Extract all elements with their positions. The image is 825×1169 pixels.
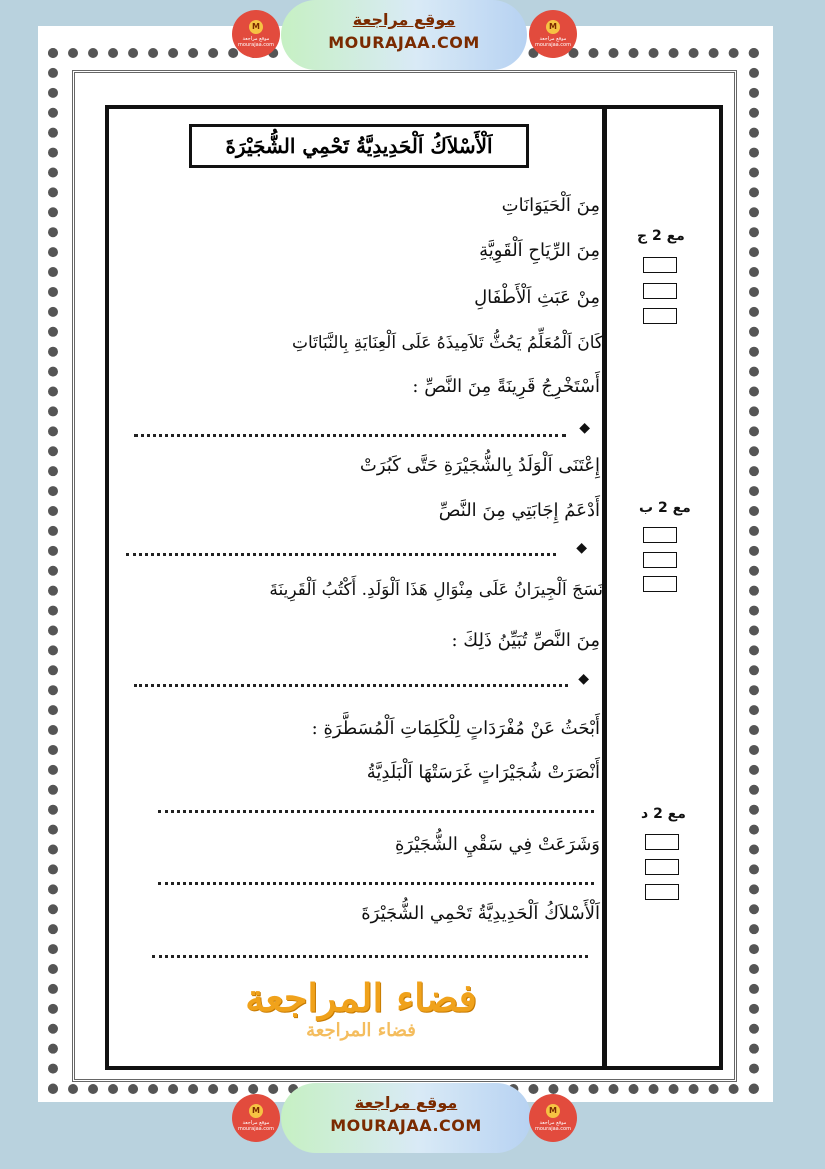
text-line: مِنَ اَلْحَيَوَانَاتِ (501, 195, 600, 216)
logo-coin-icon: M (249, 1104, 263, 1118)
banner-latin-text: MOURAJAA.COM (328, 33, 480, 52)
site-logo-left[interactable]: M موقع مراجعة mourajaa.com (232, 1094, 280, 1142)
brand-sub-text: فضاء المراجعة (306, 1020, 416, 1041)
bullet-icon: ◆ (578, 671, 589, 687)
answer-dotted-line[interactable] (134, 434, 566, 437)
answer-dotted-line[interactable] (158, 882, 594, 885)
score-box[interactable] (643, 527, 677, 543)
question-line: أَسْتَخْرِجُ قَرِينَةً مِنَ النَّصِّ : (412, 376, 600, 397)
text-line: اَلْأَسْلاَكُ اَلْحَدِيدِيَّةُ تَحْمِي الشُّجَيْرَةَ (361, 903, 600, 924)
site-logo-right[interactable]: M موقع مراجعة mourajaa.com (529, 10, 577, 58)
criterion-label: مع 2 د (641, 806, 686, 822)
worksheet-title: اَلْأَسْلاَكُ اَلْحَدِيدِيَّةُ تَحْمِي الشُّجَيْرَةَ (189, 124, 529, 168)
logo-coin-icon: M (546, 20, 560, 34)
bullet-icon: ◆ (576, 540, 587, 556)
score-box[interactable] (643, 257, 677, 273)
brand-watermark (242, 975, 480, 1051)
text-line: كَانَ اَلْمُعَلِّمُ يَحُثُّ تَلاَمِيذَهُ عَلَى اَلْعِنَايَةِ بِالنَّبَاتَاتِ (291, 333, 603, 353)
text-line: نَسَجَ اَلْجِيرَانُ عَلَى مِنْوَالِ هَذَا اَلْوَلَدِ. أَكْتُبُ اَلْقَرِينَةَ (269, 580, 603, 600)
score-box[interactable] (645, 884, 679, 900)
text-line: إِعْتَنَى اَلْوَلَدُ بِالشُّجَيْرَةِ حَتَّى كَبُرَتْ (359, 455, 600, 476)
score-box[interactable] (645, 859, 679, 875)
criterion-label: مع 2 ب (639, 500, 691, 516)
text-line: مِنْ عَبَثِ اَلْأَطْفَالِ (474, 287, 600, 308)
answer-dotted-line[interactable] (152, 955, 588, 958)
bullet-icon: ◆ (579, 420, 590, 436)
answer-dotted-line[interactable] (126, 553, 556, 556)
question-line: أَبْحَثُ عَنْ مُفْرَدَاتٍ لِلْكَلِمَاتِ اَلْمُسَطَّرَةِ : (311, 718, 600, 739)
logo-coin-icon: M (249, 20, 263, 34)
banner-arabic-text: موقع مراجعة (352, 10, 456, 29)
score-box[interactable] (643, 576, 677, 592)
text-line: وَشَرَعَتْ فِي سَقْيِ الشُّجَيْرَةِ (394, 834, 600, 855)
answer-dotted-line[interactable] (134, 684, 568, 687)
text-line: مِنَ الرِّيَاحِ اَلْقَوِيَّةِ (479, 240, 600, 261)
site-logo-right[interactable]: M موقع مراجعة mourajaa.com (529, 1094, 577, 1142)
logo-coin-icon: M (546, 1104, 560, 1118)
score-box[interactable] (643, 283, 677, 299)
site-banner-top[interactable] (281, 0, 527, 70)
banner-arabic-text: موقع مراجعة (354, 1093, 458, 1112)
site-logo-left[interactable]: M موقع مراجعة mourajaa.com (232, 10, 280, 58)
answer-dotted-line[interactable] (158, 810, 594, 813)
text-line: أَنْصَرَتْ شُجَيْرَاتٍ غَرَسَتْهَا اَلْبَلَدِيَّةُ (366, 762, 600, 783)
score-box[interactable] (643, 308, 677, 324)
site-banner-bottom[interactable] (281, 1083, 531, 1153)
score-box[interactable] (645, 834, 679, 850)
score-box[interactable] (643, 552, 677, 568)
brand-main-text: فضاء المراجعة (245, 975, 477, 1020)
criterion-label: مع 2 ج (637, 228, 685, 244)
banner-latin-text: MOURAJAA.COM (330, 1116, 482, 1135)
question-line: أَدْعَمُ إِجَابَتِي مِنَ النَّصِّ (438, 500, 600, 521)
question-line: مِنَ النَّصِّ تُبَيِّنُ ذَلِكَ : (451, 630, 600, 651)
